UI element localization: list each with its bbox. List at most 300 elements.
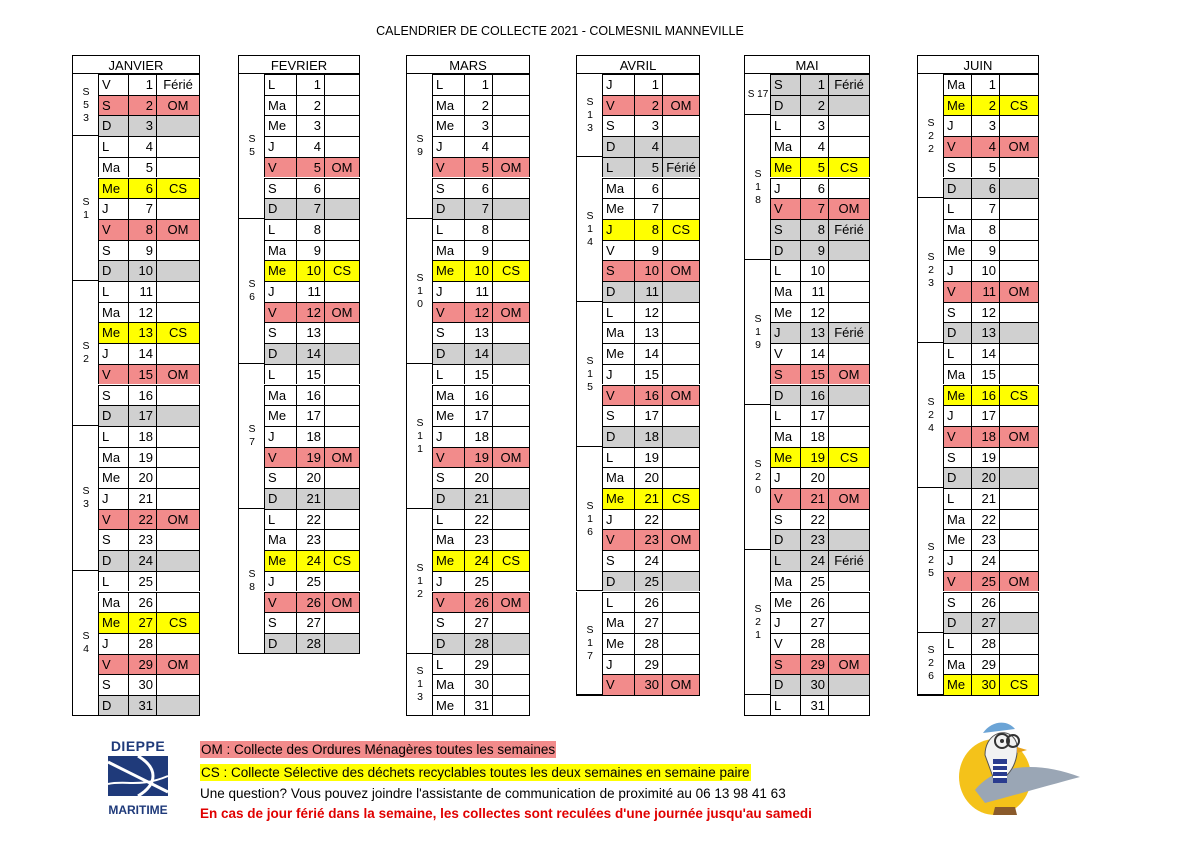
day-number-cell: 28 — [296, 633, 324, 654]
week-number-label: S 1 0 — [416, 271, 424, 310]
week-number-label: S 9 — [416, 133, 424, 159]
collection-cell: CS — [999, 385, 1039, 406]
collection-cell: OM — [492, 592, 530, 613]
day-number-cell: 21 — [128, 488, 156, 509]
day-name-cell: Me — [98, 467, 128, 488]
day-name-cell: Ma — [264, 529, 296, 550]
collection-cell — [662, 302, 700, 323]
page-title: CALENDRIER DE COLLECTE 2021 - COLMESNIL MANNEVILLE — [376, 24, 744, 38]
day-number-cell: 5 — [296, 157, 324, 178]
day-row — [602, 74, 700, 95]
collection-cell — [492, 674, 530, 695]
week-block — [72, 281, 98, 426]
day-number-cell: 16 — [800, 385, 828, 406]
day-row — [943, 529, 1039, 550]
week-number-label: S 1 5 — [586, 354, 594, 393]
day-row — [432, 529, 530, 550]
day-number-cell: 7 — [971, 198, 999, 219]
day-row — [943, 322, 1039, 343]
day-number-cell: 26 — [296, 592, 324, 613]
day-number-cell: 10 — [971, 260, 999, 281]
day-number-cell: 31 — [464, 695, 492, 716]
day-row — [264, 198, 360, 219]
day-row — [264, 467, 360, 488]
day-row — [264, 364, 360, 385]
day-number-cell: 14 — [800, 343, 828, 364]
day-name-cell: Ma — [432, 385, 464, 406]
week-block — [406, 219, 432, 364]
day-row — [602, 95, 700, 116]
day-number-cell: 10 — [296, 260, 324, 281]
day-row — [602, 405, 700, 426]
day-number-cell: 20 — [634, 467, 662, 488]
day-row — [770, 592, 870, 613]
week-number-label: S 17 — [747, 89, 769, 101]
month-bottom-border — [72, 715, 200, 716]
day-number-cell: 3 — [971, 115, 999, 136]
day-name-cell: Ma — [602, 612, 634, 633]
day-row — [770, 426, 870, 447]
day-name-cell: S — [602, 405, 634, 426]
day-name-cell: D — [943, 467, 971, 488]
day-number-cell: 10 — [464, 260, 492, 281]
day-name-cell: Me — [770, 447, 800, 468]
collection-cell — [156, 343, 200, 364]
day-row — [602, 550, 700, 571]
day-row — [943, 281, 1039, 302]
collection-cell: OM — [828, 654, 870, 675]
week-block — [238, 74, 264, 219]
collection-cell — [492, 529, 530, 550]
collection-cell — [662, 592, 700, 613]
day-row — [98, 674, 200, 695]
day-name-cell: V — [264, 592, 296, 613]
day-number-cell: 20 — [971, 467, 999, 488]
day-name-cell: Ma — [264, 385, 296, 406]
day-name-cell: Ma — [943, 219, 971, 240]
collection-cell — [492, 74, 530, 95]
day-number-cell: 11 — [296, 281, 324, 302]
day-number-cell: 22 — [128, 509, 156, 530]
day-row — [943, 674, 1039, 695]
day-row — [98, 198, 200, 219]
day-number-cell: 13 — [296, 322, 324, 343]
day-row — [770, 467, 870, 488]
collection-cell — [999, 115, 1039, 136]
day-name-cell: S — [770, 74, 800, 95]
day-name-cell: Ma — [264, 95, 296, 116]
day-number-cell: 7 — [800, 198, 828, 219]
day-name-cell: J — [432, 571, 464, 592]
day-name-cell: S — [98, 674, 128, 695]
day-row — [98, 592, 200, 613]
legend-warning: En cas de jour férié dans la semaine, les collectes sont reculées d'une journée jusqu'au samedi — [200, 806, 812, 821]
day-name-cell: Me — [943, 385, 971, 406]
collection-cell: OM — [999, 426, 1039, 447]
week-number-label: S 1 3 — [586, 95, 594, 134]
collection-cell — [828, 426, 870, 447]
day-name-cell: D — [943, 178, 971, 199]
day-number-cell: 8 — [296, 219, 324, 240]
month-bottom-border — [917, 695, 1039, 696]
week-number-label: S 2 2 — [927, 116, 935, 155]
day-row — [98, 529, 200, 550]
day-row — [98, 467, 200, 488]
day-number-cell: 16 — [971, 385, 999, 406]
day-name-cell: Ma — [432, 95, 464, 116]
collection-cell — [156, 695, 200, 716]
month-avril — [576, 55, 700, 693]
collection-cell — [828, 529, 870, 550]
day-number-cell: 14 — [971, 343, 999, 364]
day-name-cell: V — [602, 674, 634, 695]
day-row — [264, 157, 360, 178]
day-name-cell: J — [602, 74, 634, 95]
day-name-cell: Me — [602, 488, 634, 509]
week-block — [917, 343, 943, 488]
day-name-cell: Ma — [432, 674, 464, 695]
day-name-cell: L — [602, 157, 634, 178]
collection-cell — [156, 405, 200, 426]
month-header: FEVRIER — [238, 55, 360, 74]
day-number-cell: 24 — [464, 550, 492, 571]
week-block — [744, 260, 770, 405]
collection-cell: OM — [156, 95, 200, 116]
day-name-cell: J — [98, 343, 128, 364]
day-row — [98, 364, 200, 385]
day-row — [432, 260, 530, 281]
day-name-cell: Ma — [943, 509, 971, 530]
day-number-cell: 28 — [800, 633, 828, 654]
day-name-cell: V — [770, 198, 800, 219]
collection-cell — [156, 571, 200, 592]
collection-cell — [828, 178, 870, 199]
collection-cell — [324, 612, 360, 633]
day-number-cell: 5 — [464, 157, 492, 178]
day-name-cell: V — [264, 447, 296, 468]
day-name-cell: Me — [432, 260, 464, 281]
day-row — [98, 426, 200, 447]
collection-cell: CS — [662, 219, 700, 240]
day-name-cell: S — [943, 302, 971, 323]
day-row — [98, 178, 200, 199]
collection-cell — [324, 385, 360, 406]
day-row — [98, 633, 200, 654]
collection-cell: OM — [999, 136, 1039, 157]
collection-cell — [492, 219, 530, 240]
day-name-cell: V — [602, 385, 634, 406]
collection-cell: OM — [156, 654, 200, 675]
day-name-cell: D — [264, 633, 296, 654]
day-row — [943, 654, 1039, 675]
week-block — [406, 74, 432, 219]
collection-cell — [156, 385, 200, 406]
day-number-cell: 30 — [800, 674, 828, 695]
day-name-cell: Ma — [432, 240, 464, 261]
day-row — [264, 633, 360, 654]
collection-cell — [828, 467, 870, 488]
day-row — [264, 115, 360, 136]
collection-cell: CS — [324, 260, 360, 281]
day-row — [432, 426, 530, 447]
collection-cell — [156, 136, 200, 157]
week-number-label: S 1 1 — [416, 416, 424, 455]
day-name-cell: S — [770, 509, 800, 530]
day-row — [264, 322, 360, 343]
day-row — [943, 385, 1039, 406]
day-name-cell: V — [602, 529, 634, 550]
day-row — [432, 447, 530, 468]
collection-cell: OM — [324, 592, 360, 613]
week-block — [917, 488, 943, 633]
day-row — [602, 633, 700, 654]
day-name-cell: S — [943, 157, 971, 178]
collection-cell — [324, 633, 360, 654]
collection-cell — [662, 136, 700, 157]
collection-cell — [828, 592, 870, 613]
collection-cell — [828, 136, 870, 157]
day-row — [602, 157, 700, 178]
day-row — [943, 302, 1039, 323]
collection-cell — [662, 426, 700, 447]
day-row — [264, 550, 360, 571]
day-name-cell: S — [98, 95, 128, 116]
day-number-cell: 15 — [296, 364, 324, 385]
day-name-cell: L — [943, 198, 971, 219]
day-number-cell: 28 — [634, 633, 662, 654]
collection-cell — [999, 405, 1039, 426]
day-row — [770, 447, 870, 468]
day-number-cell: 23 — [128, 529, 156, 550]
collection-cell: OM — [828, 198, 870, 219]
day-row — [943, 550, 1039, 571]
week-block — [238, 219, 264, 364]
day-number-cell: 27 — [464, 612, 492, 633]
day-row — [770, 571, 870, 592]
day-number-cell: 6 — [128, 178, 156, 199]
day-row — [602, 467, 700, 488]
day-number-cell: 15 — [128, 364, 156, 385]
day-name-cell: S — [432, 322, 464, 343]
day-row — [943, 633, 1039, 654]
day-number-cell: 26 — [464, 592, 492, 613]
day-name-cell: Ma — [943, 74, 971, 95]
week-block — [576, 302, 602, 447]
collection-cell: Férié — [156, 74, 200, 95]
day-name-cell: L — [943, 633, 971, 654]
day-number-cell: 17 — [971, 405, 999, 426]
day-name-cell: V — [770, 488, 800, 509]
day-row — [264, 488, 360, 509]
collection-cell — [324, 364, 360, 385]
collection-cell — [999, 302, 1039, 323]
week-block — [406, 654, 432, 716]
day-row — [264, 219, 360, 240]
collection-cell — [492, 571, 530, 592]
collection-cell — [662, 612, 700, 633]
day-number-cell: 22 — [296, 509, 324, 530]
collection-cell — [156, 240, 200, 261]
day-row — [602, 322, 700, 343]
day-name-cell: Ma — [98, 157, 128, 178]
day-name-cell: D — [432, 343, 464, 364]
day-name-cell: Ma — [770, 136, 800, 157]
week-number-label: S 5 3 — [82, 85, 90, 124]
day-number-cell: 27 — [128, 612, 156, 633]
day-row — [432, 467, 530, 488]
day-name-cell: Ma — [770, 571, 800, 592]
week-number-label: S 2 3 — [927, 251, 935, 290]
collection-cell — [828, 633, 870, 654]
day-row — [602, 178, 700, 199]
day-name-cell: J — [602, 364, 634, 385]
collection-cell: OM — [324, 157, 360, 178]
day-number-cell: 18 — [464, 426, 492, 447]
collection-cell — [999, 198, 1039, 219]
day-row — [943, 157, 1039, 178]
day-name-cell: Ma — [602, 178, 634, 199]
day-name-cell: L — [432, 74, 464, 95]
collection-cell — [662, 364, 700, 385]
day-name-cell: J — [770, 612, 800, 633]
day-row — [770, 343, 870, 364]
day-row — [432, 571, 530, 592]
day-row — [770, 633, 870, 654]
week-block — [744, 695, 770, 716]
collection-cell — [492, 654, 530, 675]
day-name-cell: S — [602, 115, 634, 136]
day-name-cell: Ma — [264, 240, 296, 261]
day-number-cell: 9 — [634, 240, 662, 261]
day-number-cell: 9 — [464, 240, 492, 261]
collection-cell — [999, 633, 1039, 654]
collection-cell — [828, 612, 870, 633]
day-number-cell: 21 — [464, 488, 492, 509]
day-number-cell: 20 — [296, 467, 324, 488]
day-name-cell: L — [943, 343, 971, 364]
day-name-cell: Me — [98, 178, 128, 199]
day-number-cell: 8 — [971, 219, 999, 240]
day-row — [432, 281, 530, 302]
collection-cell — [999, 322, 1039, 343]
collection-cell — [662, 115, 700, 136]
collection-cell — [828, 571, 870, 592]
day-row — [98, 322, 200, 343]
day-number-cell: 23 — [296, 529, 324, 550]
day-number-cell: 19 — [464, 447, 492, 468]
day-number-cell: 3 — [296, 115, 324, 136]
day-name-cell: L — [98, 571, 128, 592]
day-number-cell: 21 — [800, 488, 828, 509]
day-name-cell: L — [432, 509, 464, 530]
collection-cell — [324, 219, 360, 240]
day-row — [943, 343, 1039, 364]
month-bottom-border — [238, 653, 360, 654]
week-number-label: S 1 7 — [586, 623, 594, 662]
week-number-label: S 1 6 — [586, 499, 594, 538]
week-block — [72, 426, 98, 571]
collection-cell — [324, 95, 360, 116]
day-number-cell: 23 — [800, 529, 828, 550]
day-number-cell: 2 — [128, 95, 156, 116]
day-row — [264, 529, 360, 550]
day-number-cell: 16 — [128, 385, 156, 406]
day-row — [432, 178, 530, 199]
collection-cell: OM — [662, 260, 700, 281]
day-row — [264, 447, 360, 468]
month-bottom-border — [406, 715, 530, 716]
collection-cell — [492, 426, 530, 447]
collection-cell — [492, 488, 530, 509]
day-row — [98, 240, 200, 261]
day-name-cell: D — [432, 488, 464, 509]
day-number-cell: 29 — [971, 654, 999, 675]
day-name-cell: V — [432, 447, 464, 468]
day-number-cell: 3 — [800, 115, 828, 136]
day-name-cell: L — [770, 405, 800, 426]
day-name-cell: J — [943, 115, 971, 136]
day-name-cell: V — [770, 343, 800, 364]
day-row — [98, 343, 200, 364]
day-row — [770, 136, 870, 157]
day-number-cell: 17 — [464, 405, 492, 426]
day-row — [98, 302, 200, 323]
day-row — [770, 322, 870, 343]
day-row — [602, 426, 700, 447]
day-number-cell: 25 — [128, 571, 156, 592]
collection-cell — [492, 178, 530, 199]
collection-cell — [492, 198, 530, 219]
collection-cell: Férié — [828, 322, 870, 343]
day-name-cell: J — [432, 136, 464, 157]
collection-cell — [662, 74, 700, 95]
collection-cell: CS — [828, 447, 870, 468]
collection-cell — [999, 654, 1039, 675]
collection-cell — [662, 571, 700, 592]
collection-cell — [662, 654, 700, 675]
month-bottom-border — [744, 715, 870, 716]
day-number-cell: 1 — [128, 74, 156, 95]
day-row — [602, 654, 700, 675]
legend-question: Une question? Vous pouvez joindre l'assistante de communication de proximité au 06 13 98 41 63 — [200, 786, 786, 801]
collection-cell — [156, 281, 200, 302]
collection-cell: CS — [999, 95, 1039, 116]
day-name-cell: L — [264, 509, 296, 530]
collection-cell: OM — [324, 302, 360, 323]
day-name-cell: Me — [943, 529, 971, 550]
day-row — [98, 509, 200, 530]
collection-cell — [999, 364, 1039, 385]
day-name-cell: L — [602, 592, 634, 613]
day-row — [98, 115, 200, 136]
day-number-cell: 30 — [634, 674, 662, 695]
day-number-cell: 1 — [464, 74, 492, 95]
day-row — [432, 509, 530, 530]
day-number-cell: 20 — [128, 467, 156, 488]
day-number-cell: 17 — [634, 405, 662, 426]
day-row — [602, 529, 700, 550]
day-name-cell: S — [770, 364, 800, 385]
week-number-label: S 1 — [82, 195, 90, 221]
dieppe-maritime-logo: DIEPPE MARITIME — [100, 738, 176, 818]
day-number-cell: 6 — [464, 178, 492, 199]
day-number-cell: 31 — [800, 695, 828, 716]
day-number-cell: 13 — [800, 322, 828, 343]
collection-cell — [324, 529, 360, 550]
day-number-cell: 6 — [634, 178, 662, 199]
day-row — [943, 178, 1039, 199]
week-number-label: S 4 — [82, 630, 90, 656]
